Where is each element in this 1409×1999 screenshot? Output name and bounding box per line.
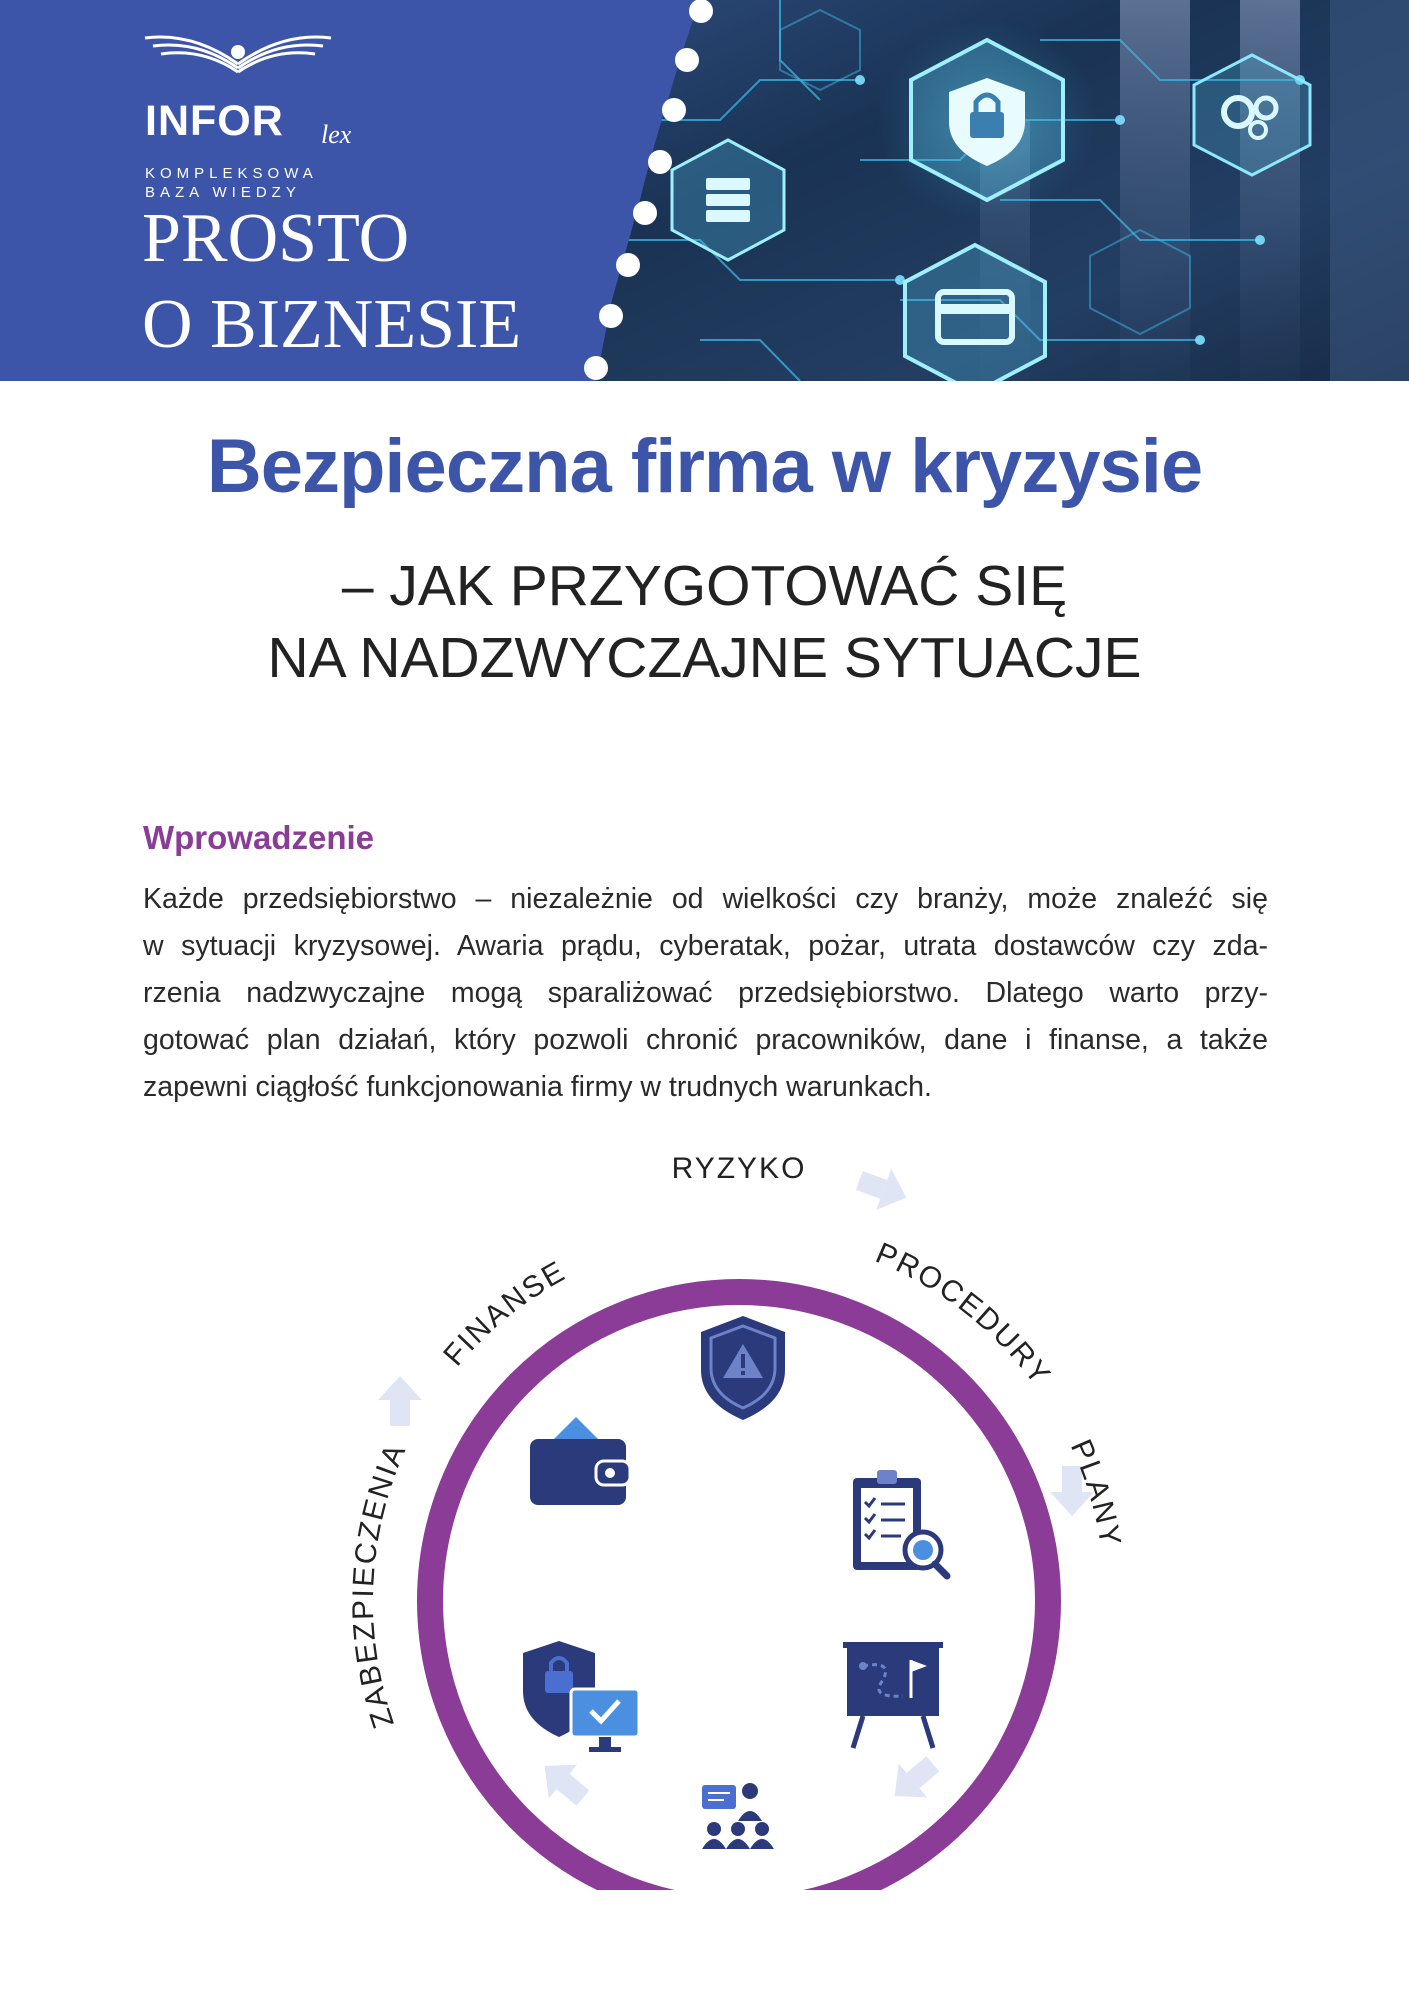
section-heading: Wprowadzenie bbox=[143, 819, 375, 856]
page-subtitle bbox=[0, 550, 1409, 694]
logo-brand: INFOR bbox=[145, 97, 284, 145]
arrow-icon bbox=[880, 1747, 947, 1813]
crisis-cycle-diagram bbox=[0, 1130, 1409, 1890]
stage-label-ryzyko: RYZYKO bbox=[671, 1152, 807, 1185]
stage-label-finanse: FINANSE bbox=[437, 1254, 572, 1373]
series-title bbox=[142, 196, 521, 368]
open-book-icon bbox=[143, 30, 333, 80]
stage-label-text: ZABEZPIECZENIA bbox=[346, 1437, 413, 1733]
logo-suffix: lex bbox=[321, 120, 352, 149]
arrow-icon bbox=[530, 1749, 597, 1815]
arrow-icon bbox=[852, 1160, 914, 1218]
checklist-clipboard-icon bbox=[853, 1470, 947, 1576]
stage-labels bbox=[347, 1152, 1127, 1890]
paragraph-line: w sytuacji kryzysowej. Awaria prądu, cyberatak, pożar, utrata dostawców czy zda- bbox=[143, 930, 1268, 962]
training-group-icon bbox=[702, 1783, 774, 1849]
page-title: Bezpieczna firma w kryzysie bbox=[206, 424, 1203, 509]
intro-paragraph bbox=[143, 876, 1268, 1111]
stage-label-zabezpieczenia bbox=[347, 1438, 413, 1732]
series-title-line: PROSTO bbox=[142, 200, 410, 277]
paragraph-line: rzenia nadzwyczajne mogą sparaliżować przedsiębiorstwo. Dlatego warto przy- bbox=[143, 977, 1268, 1009]
wallet-icon bbox=[530, 1417, 630, 1505]
stage-label-plany: PLANY bbox=[1063, 1434, 1128, 1550]
stage-label-procedury: PROCEDURY bbox=[870, 1236, 1058, 1392]
paragraph-line: Każde przedsiębiorstwo – niezależnie od wielkości czy branży, może znaleźć się bbox=[143, 883, 1268, 915]
series-title-line: O BIZNESIE bbox=[142, 286, 522, 363]
strategy-board-icon bbox=[843, 1642, 943, 1748]
flow-arrows bbox=[378, 1160, 1094, 1815]
inforlex-logo bbox=[143, 30, 403, 201]
lock-computer-icon bbox=[523, 1641, 639, 1752]
logo-tagline-line: KOMPLEKSOWA bbox=[145, 165, 318, 182]
subtitle-line: – JAK PRZYGOTOWAĆ SIĘ bbox=[341, 554, 1068, 618]
shield-warning-icon bbox=[701, 1316, 785, 1420]
arrow-icon bbox=[378, 1376, 422, 1426]
logo-tagline-line: BAZA WIEDZY bbox=[145, 184, 301, 201]
header-banner bbox=[0, 0, 1409, 381]
paragraph-line: gotować plan działań, który pozwoli chronić pracowników, dane i finanse, a także bbox=[143, 1024, 1268, 1056]
cycle-graphic bbox=[0, 1130, 1409, 1890]
subtitle-line: NA NADZWYCZAJNE SYTUACJE bbox=[267, 626, 1142, 690]
paragraph-line: zapewni ciągłość funkcjonowania firmy w trudnych warunkach. bbox=[143, 1071, 932, 1103]
